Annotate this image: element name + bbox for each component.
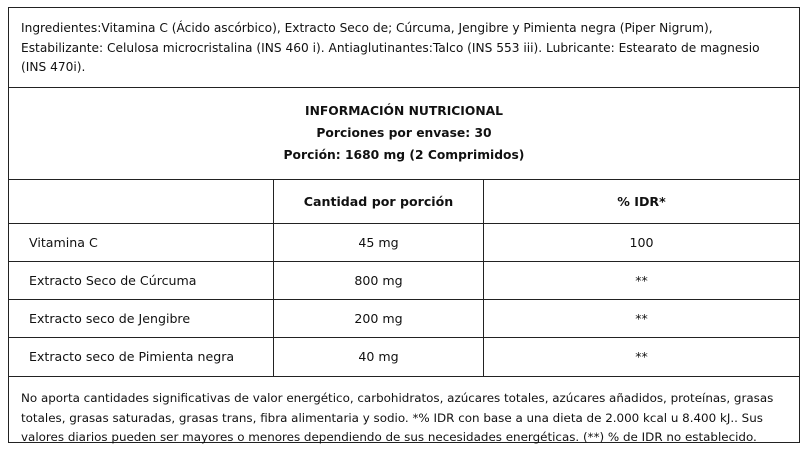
table-header-row [9, 179, 799, 224]
column-header-amount: Cantidad por porción [274, 179, 484, 223]
nutrient-name: Extracto seco de Jengibre [9, 299, 274, 337]
table-row [9, 337, 799, 377]
nutrient-amount: 40 mg [274, 337, 484, 376]
table-row [9, 261, 799, 300]
nutrition-title: INFORMACIÓN NUTRICIONAL [305, 104, 503, 118]
nutrient-amount: 200 mg [274, 299, 484, 337]
table-row [9, 299, 799, 338]
column-header-idr: % IDR* [617, 193, 666, 209]
nutrient-idr: ** [635, 349, 648, 364]
footnote-text: No aporta cantidades significativas de valor energético, carbohidratos, azúcares totales, azúcares añadidos, proteínas, grasas totales, grasas saturadas, grasas trans, fibra alimentaria y sodio. *% IDR con base a una dieta de 2.000 kcal u 8.400 kJ.. Sus valores diarios pueden ser mayores o menores dependiendo de sus necesidades energéticas. (**) % de IDR no establecido. [21, 391, 774, 444]
nutrient-idr: ** [635, 310, 648, 326]
nutrition-label [8, 7, 800, 443]
nutrient-name: Extracto seco de Pimienta negra [9, 337, 274, 376]
servings-per-container: Porciones por envase: 30 [316, 126, 492, 140]
nutrition-header [9, 88, 799, 180]
nutrient-idr: ** [635, 272, 648, 288]
column-header-nutrient [9, 179, 274, 223]
ingredients-text: Ingredientes:Vitamina C (Ácido ascórbico), Extracto Seco de; Cúrcuma, Jengibre y Pimienta negra (Piper Nigrum), Estabilizante: Celulosa microcristalina (INS 460 i). Antiaglutinantes:Talco (INS 553 iii). Lubricante: Estearato de magnesio (INS 470i). [9, 8, 799, 88]
nutrient-idr: 100 [629, 234, 654, 250]
nutrient-amount: 800 mg [274, 261, 484, 299]
nutrient-amount: 45 mg [274, 223, 484, 261]
table-row [9, 223, 799, 262]
serving-size: Porción: 1680 mg (2 Comprimidos) [283, 148, 525, 162]
nutrient-name: Vitamina C [9, 223, 274, 261]
nutrient-name: Extracto Seco de Cúrcuma [9, 261, 274, 299]
